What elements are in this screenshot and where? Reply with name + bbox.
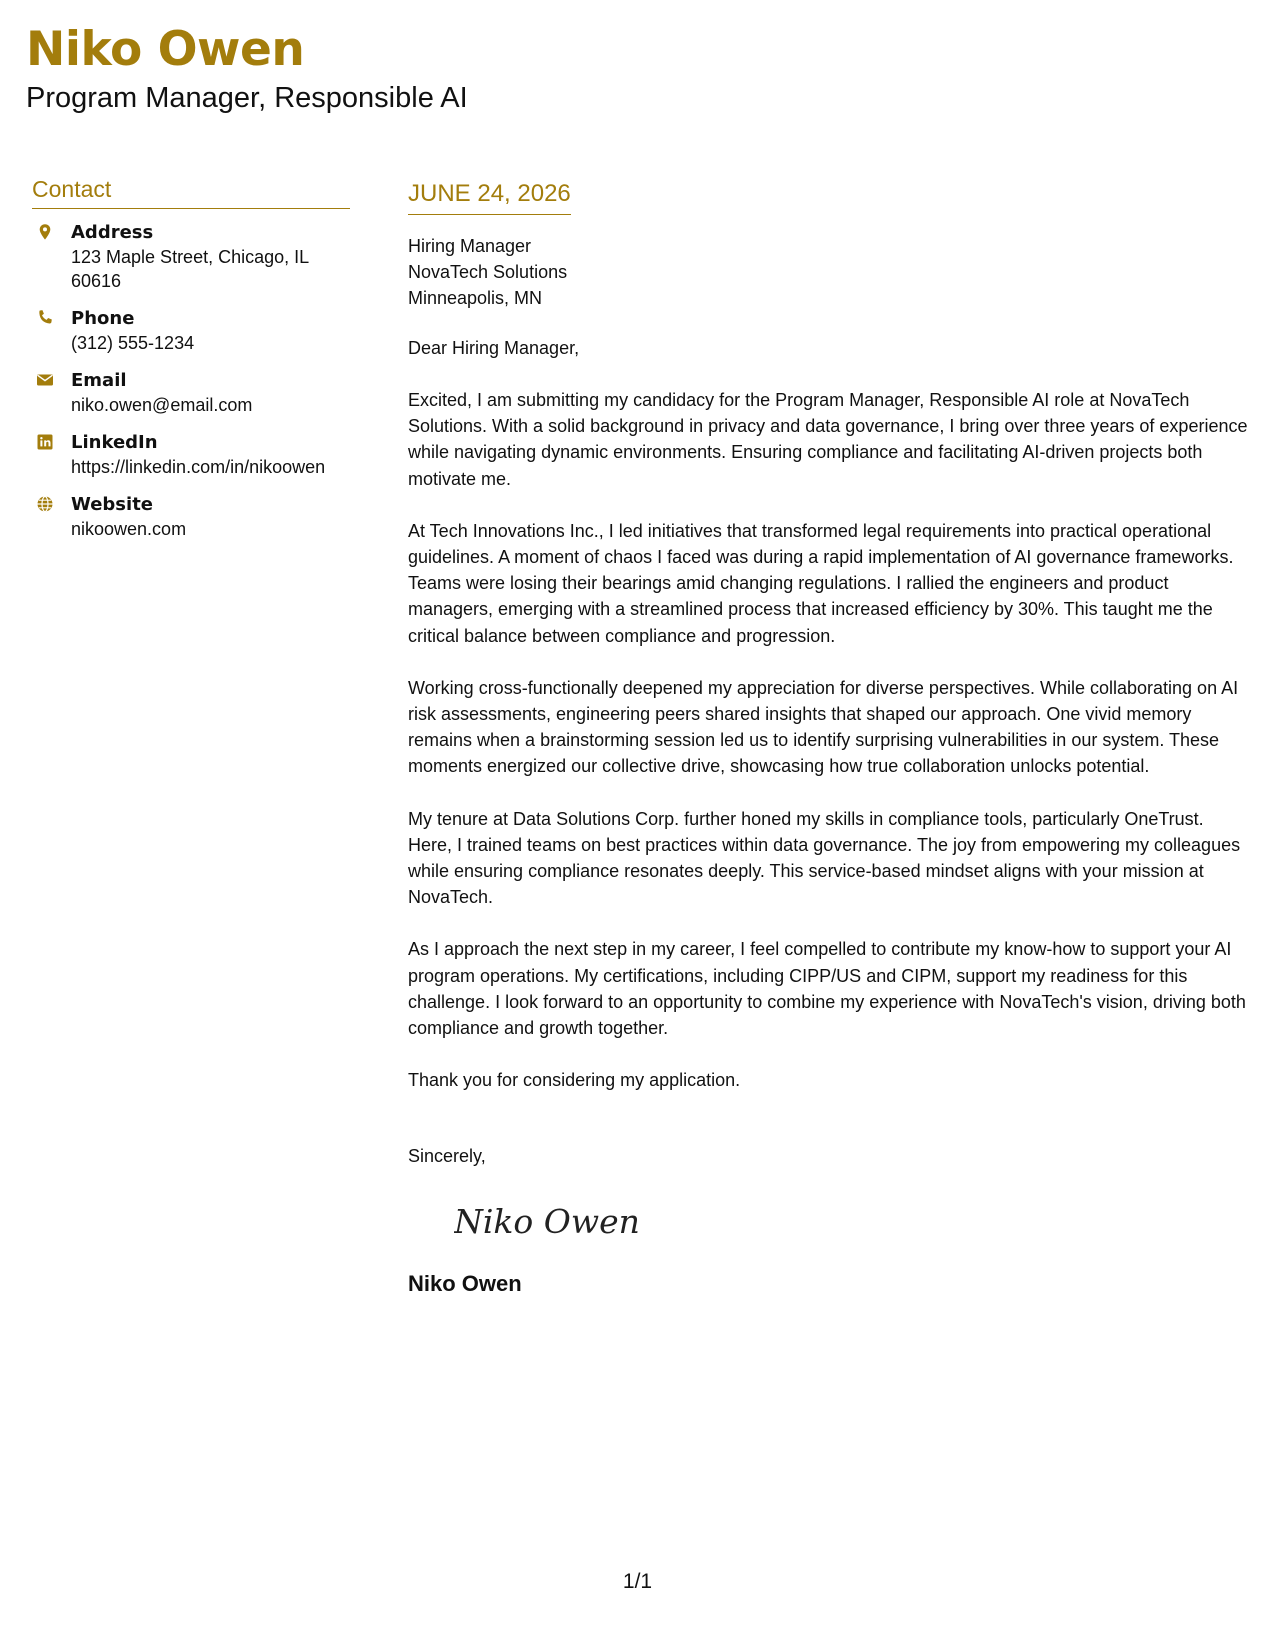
contact-item-linkedin [32, 431, 352, 479]
letter-paragraph: My tenure at Data Solutions Corp. further honed my skills in compliance tools, particularly OneTrust. Here, I trained teams on best practices within data governance. The joy from empowering my colleagues while ensuring compliance resonates deeply. This service-based mindset aligns with your mission at NovaTech. [408, 808, 1241, 908]
letter-body [408, 176, 1250, 1297]
letter-paragraph: At Tech Innovations Inc., I led initiatives that transformed legal requirements into practical operational guidelines. A moment of chaos I faced was during a rapid implementation of AI governance frameworks. Teams were losing their bearings amid changing regulations. I rallied the engineers and product managers, emerging with a streamlined process that increased efficiency by 30%. This taught me the critical balance between compliance and progression. [408, 520, 1234, 646]
recipient-block [408, 233, 1250, 311]
contact-heading: Contact [32, 176, 350, 209]
letter-paragraph: Excited, I am submitting my candidacy for the Program Manager, Responsible AI role at NovaTech Solutions. With a solid background in privacy and data governance, I bring over three years of experience while navigating dynamic environments. Ensuring compliance and facilitating AI-driven projects both motivate me. [408, 390, 1248, 489]
applicant-name: Niko Owen [26, 22, 305, 77]
letter-date: JUNE 24, 2026 [408, 176, 571, 215]
contact-value: niko.owen@email.com [71, 395, 253, 415]
recipient-line: Hiring Manager [408, 236, 532, 256]
letter-paragraph: As I approach the next step in my career, I feel compelled to contribute my know-how to support your AI program operations. My certifications, including CIPP/US and CIPM, support my readiness for this challenge. I look forward to an opportunity to combine my experience with NovaTech's vision, driving both compliance and growth together. [408, 939, 1246, 1039]
recipient-line: Minneapolis, MN [408, 288, 543, 308]
page-number: 1/1 [622, 1570, 653, 1593]
handwritten-signature [454, 1195, 1250, 1251]
letter-paragraph: Working cross-functionally deepened my appreciation for diverse perspectives. While collaborating on AI risk assessments, engineering peers shared insights that shaped our approach. One vivid memory remains when a brainstorming session led us to identify surprising vulnerabilities in our system. These moments energized our collective drive, showcasing how true collaboration unlocks potential. [408, 677, 1239, 777]
contact-item-address [32, 221, 352, 293]
contact-label: Website [71, 494, 154, 515]
envelope-icon [36, 371, 54, 389]
closing: Sincerely, [408, 1146, 486, 1167]
contact-value[interactable]: nikoowen.com [71, 519, 187, 539]
contact-value: (312) 555-1234 [71, 333, 195, 353]
contact-item-website [32, 493, 352, 541]
globe-icon [36, 495, 54, 513]
contact-label: Email [71, 370, 127, 391]
salutation: Dear Hiring Manager, [408, 338, 580, 358]
contact-item-phone [32, 307, 352, 355]
linkedin-icon [36, 433, 54, 451]
contact-label: Address [71, 222, 154, 243]
phone-icon [36, 309, 54, 327]
letter-paragraph: Thank you for considering my application. [408, 1070, 741, 1091]
recipient-line: NovaTech Solutions [408, 262, 568, 282]
contact-value: 123 Maple Street, Chicago, IL 60616 [71, 247, 309, 291]
contact-value[interactable]: https://linkedin.com/in/nikoowen [71, 457, 326, 477]
applicant-role: Program Manager, Responsible AI [26, 82, 468, 114]
signed-name: Niko Owen [408, 1271, 522, 1297]
signature-text: Niko Owen [454, 1202, 640, 1242]
contact-sidebar [32, 176, 352, 555]
contact-item-email [32, 369, 352, 417]
map-pin-icon [36, 223, 54, 241]
contact-label: LinkedIn [71, 432, 158, 453]
contact-label: Phone [71, 308, 135, 329]
contact-list [32, 221, 352, 541]
